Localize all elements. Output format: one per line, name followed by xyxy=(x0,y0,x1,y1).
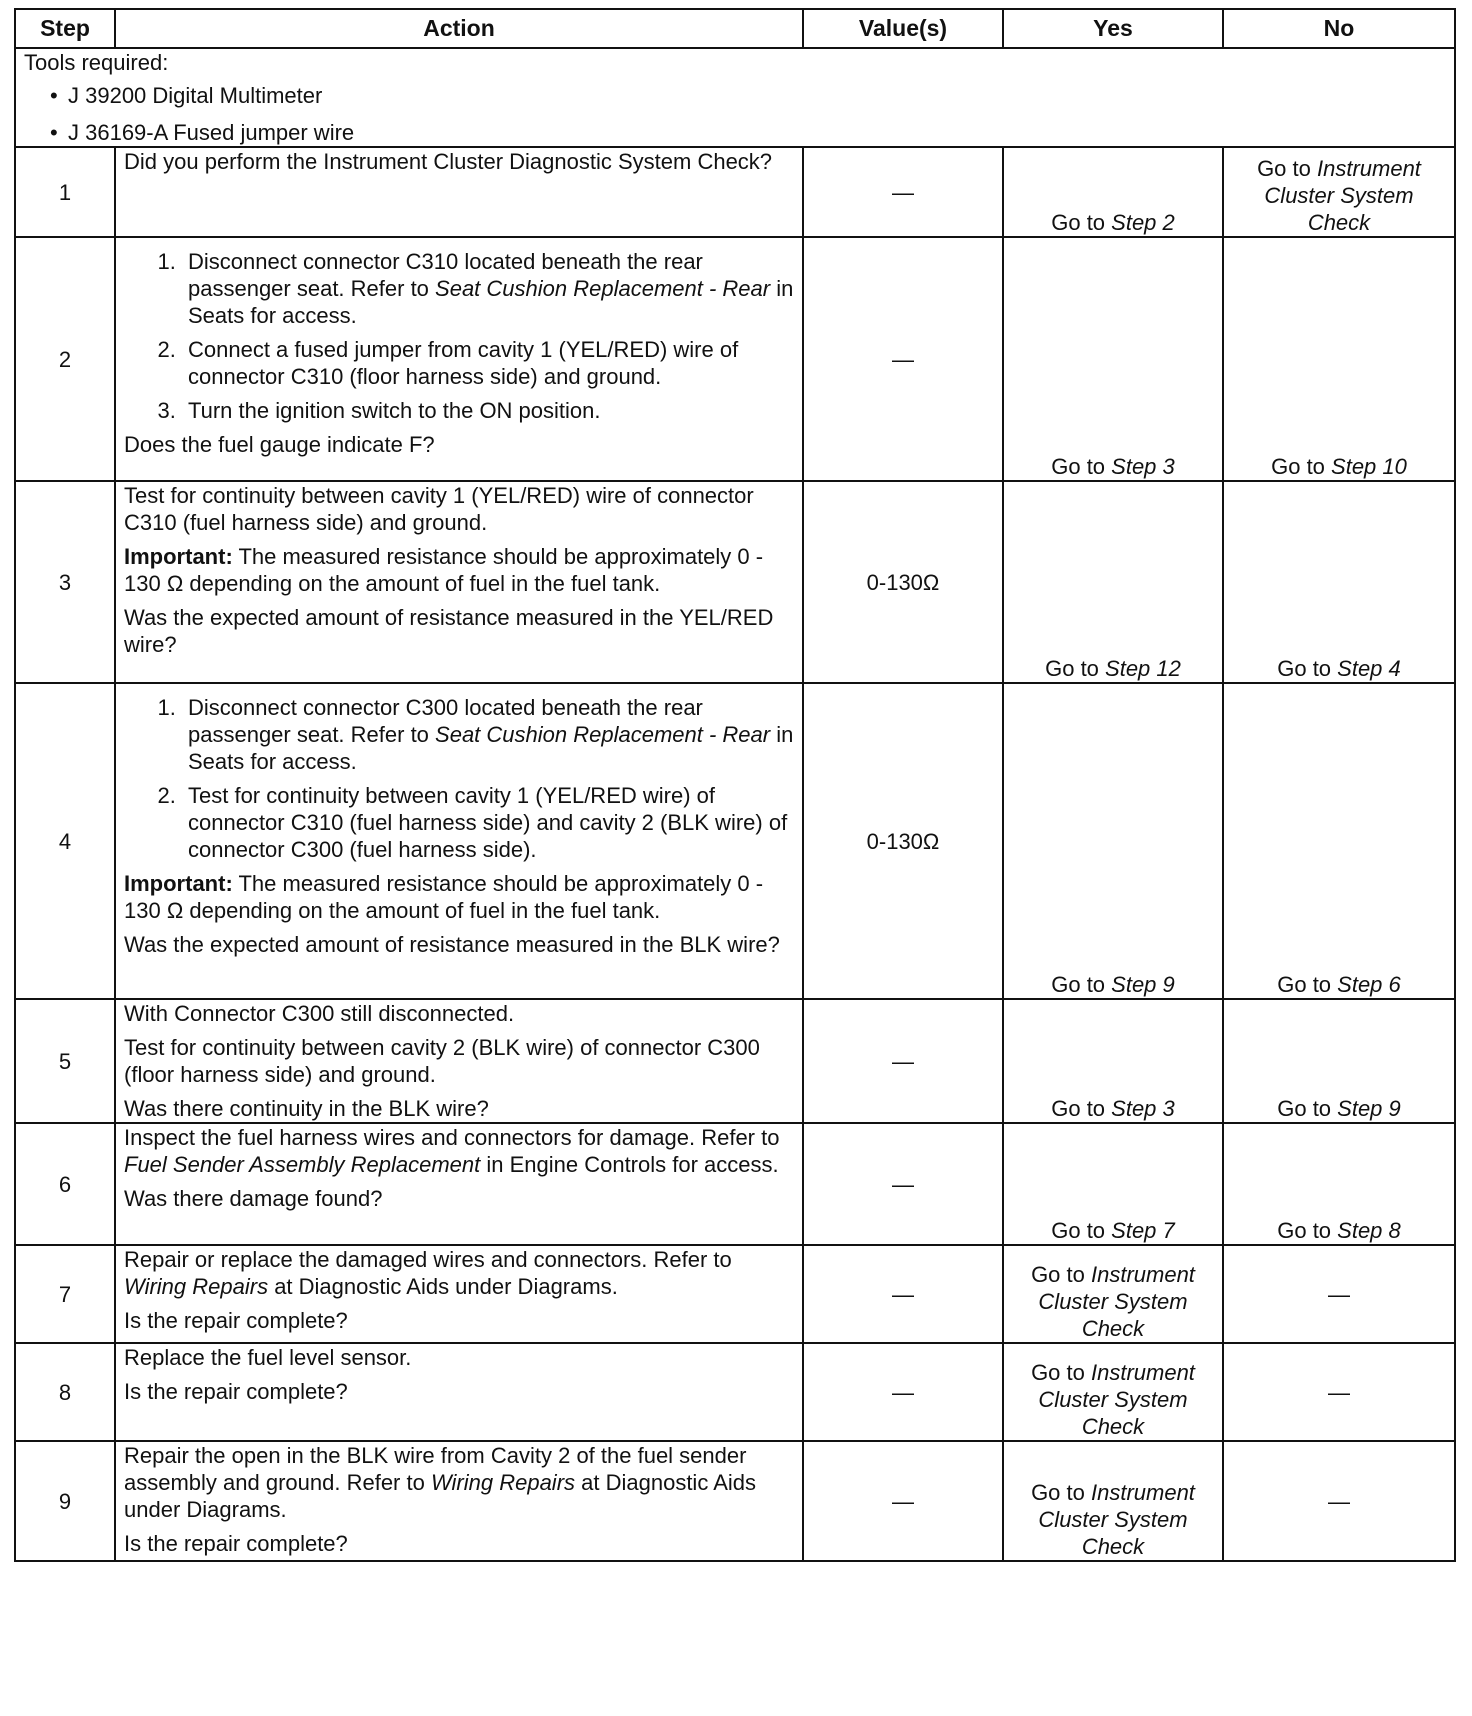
yes-cell xyxy=(1003,1245,1223,1343)
text-run: Go to xyxy=(1277,972,1338,997)
value-cell: — xyxy=(803,999,1003,1123)
action-paragraph: Is the repair complete? xyxy=(124,1379,348,1404)
action-paragraph: Is the repair complete? xyxy=(124,1531,348,1556)
italic-run: Step 3 xyxy=(1111,1096,1175,1121)
action-step-item xyxy=(182,248,794,329)
step-row xyxy=(15,1343,1455,1441)
action-cell xyxy=(115,1245,803,1343)
italic-run: Wiring Repairs xyxy=(124,1274,269,1299)
action-paragraph: With Connector C300 still disconnected. xyxy=(124,1001,515,1026)
header-values: Value(s) xyxy=(803,9,1003,48)
action-paragraph xyxy=(124,1246,794,1300)
no-cell xyxy=(1223,481,1455,683)
action-cell xyxy=(115,1123,803,1245)
action-cell xyxy=(115,481,803,683)
action-paragraph xyxy=(124,1442,794,1523)
step-row xyxy=(15,1245,1455,1343)
yes-cell xyxy=(1003,237,1223,481)
action-step-item xyxy=(182,397,794,424)
text-run: The measured resistance should be approximately 0 - 130 Ω depending on the amount of fuel in the fuel tank. xyxy=(124,544,764,596)
text-run: Go to xyxy=(1277,1218,1338,1243)
tools-list xyxy=(24,82,1446,146)
yes-cell xyxy=(1003,147,1223,237)
italic-run: Seat Cushion Replacement - Rear xyxy=(435,276,771,301)
text-run: Disconnect connector C300 located beneath the rear passenger seat. Refer to xyxy=(188,695,703,747)
text-run: in Seats for access. xyxy=(188,722,794,774)
step-number: 6 xyxy=(15,1123,115,1245)
value-cell: — xyxy=(803,147,1003,237)
text-run: at Diagnostic Aids under Diagrams. xyxy=(124,1470,757,1522)
tools-cell xyxy=(15,48,1455,147)
action-paragraph xyxy=(124,1124,794,1178)
text-run: Go to xyxy=(1031,1360,1091,1385)
text-run: Go to xyxy=(1031,1262,1091,1287)
text-run: in Engine Controls for access. xyxy=(480,1152,779,1177)
italic-run: Step 12 xyxy=(1105,656,1181,681)
italic-run: Fuel Sender Assembly Replacement xyxy=(124,1152,481,1177)
action-cell xyxy=(115,999,803,1123)
action-paragraph xyxy=(124,543,794,597)
action-paragraph: Test for continuity between cavity 2 (BLK wire) of connector C300 (floor harness side) and ground. xyxy=(124,1035,760,1087)
no-cell: — xyxy=(1223,1245,1455,1343)
action-steps-list xyxy=(124,248,794,424)
text-run: Connect a fused jumper from cavity 1 (YEL/RED) wire of connector C310 (floor harness side) and ground. xyxy=(188,337,739,389)
text-run: Go to xyxy=(1277,656,1338,681)
text-run: Go to xyxy=(1051,454,1112,479)
value-cell: 0-130Ω xyxy=(803,683,1003,999)
italic-run: Step 8 xyxy=(1337,1218,1401,1243)
action-step-item xyxy=(182,336,794,390)
header-no: No xyxy=(1223,9,1455,48)
step-row xyxy=(15,237,1455,481)
italic-run: Step 2 xyxy=(1111,210,1175,235)
header-action: Action xyxy=(115,9,803,48)
action-paragraph: Test for continuity between cavity 1 (YEL/RED) wire of connector C310 (fuel harness side) and ground. xyxy=(124,483,754,535)
step-row xyxy=(15,147,1455,237)
header-yes: Yes xyxy=(1003,9,1223,48)
no-cell xyxy=(1223,237,1455,481)
step-row xyxy=(15,683,1455,999)
value-cell: — xyxy=(803,1343,1003,1441)
action-steps-list xyxy=(124,694,794,863)
yes-cell xyxy=(1003,481,1223,683)
action-paragraph: Does the fuel gauge indicate F? xyxy=(124,432,435,457)
value-cell: — xyxy=(803,1123,1003,1245)
action-paragraph: Was the expected amount of resistance measured in the BLK wire? xyxy=(124,932,780,957)
italic-run: Step 4 xyxy=(1337,656,1401,681)
step-number: 3 xyxy=(15,481,115,683)
value-cell: — xyxy=(803,1245,1003,1343)
text-run: Go to xyxy=(1045,656,1106,681)
tools-row xyxy=(15,48,1455,147)
step-row xyxy=(15,1123,1455,1245)
italic-run: Instrument Cluster System Check xyxy=(1038,1360,1195,1439)
text-run: Go to xyxy=(1051,1218,1112,1243)
yes-cell xyxy=(1003,683,1223,999)
diagnostic-table xyxy=(14,8,1456,1562)
text-run: Go to xyxy=(1031,1480,1091,1505)
text-run: at Diagnostic Aids under Diagrams. xyxy=(268,1274,618,1299)
step-number: 7 xyxy=(15,1245,115,1343)
italic-run: Instrument Cluster System Check xyxy=(1264,156,1421,235)
italic-run: Instrument Cluster System Check xyxy=(1038,1480,1195,1559)
tools-label: Tools required: xyxy=(24,50,169,75)
action-paragraph: Was there damage found? xyxy=(124,1186,383,1211)
italic-run: Wiring Repairs xyxy=(430,1470,576,1495)
italic-run: Step 3 xyxy=(1111,454,1175,479)
value-cell: — xyxy=(803,237,1003,481)
action-cell xyxy=(115,1343,803,1441)
text-run: Go to xyxy=(1051,1096,1112,1121)
action-cell xyxy=(115,1441,803,1561)
bold-run: Important: xyxy=(124,544,233,569)
yes-cell xyxy=(1003,999,1223,1123)
text-run: Inspect the fuel harness wires and connectors for damage. Refer to xyxy=(124,1125,780,1150)
table-body xyxy=(15,48,1455,1561)
text-run: Repair or replace the damaged wires and connectors. Refer to xyxy=(124,1247,732,1272)
value-cell: 0-130Ω xyxy=(803,481,1003,683)
no-cell xyxy=(1223,147,1455,237)
text-run: Go to xyxy=(1051,972,1112,997)
step-number: 5 xyxy=(15,999,115,1123)
text-run: Go to xyxy=(1271,454,1332,479)
action-paragraph: Did you perform the Instrument Cluster Diagnostic System Check? xyxy=(124,149,773,174)
step-row xyxy=(15,481,1455,683)
no-cell: — xyxy=(1223,1441,1455,1561)
action-paragraph: Was there continuity in the BLK wire? xyxy=(124,1096,489,1121)
step-number: 4 xyxy=(15,683,115,999)
step-number: 8 xyxy=(15,1343,115,1441)
no-cell: — xyxy=(1223,1343,1455,1441)
italic-run: Step 6 xyxy=(1337,972,1401,997)
italic-run: Step 9 xyxy=(1111,972,1175,997)
step-number: 2 xyxy=(15,237,115,481)
action-paragraph: Was the expected amount of resistance measured in the YEL/RED wire? xyxy=(124,605,774,657)
italic-run: Instrument Cluster System Check xyxy=(1038,1262,1195,1341)
text-run: Go to xyxy=(1257,156,1317,181)
italic-run: Seat Cushion Replacement - Rear xyxy=(435,722,771,747)
action-paragraph xyxy=(124,870,794,924)
text-run: in Seats for access. xyxy=(188,276,794,328)
action-cell xyxy=(115,683,803,999)
italic-run: Step 10 xyxy=(1331,454,1407,479)
tool-item: • J 39200 Digital Multimeter xyxy=(50,82,1446,109)
action-cell xyxy=(115,147,803,237)
text-run: Go to xyxy=(1277,1096,1338,1121)
header-row xyxy=(15,9,1455,48)
text-run: Repair the open in the BLK wire from Cavity 2 of the fuel sender assembly and ground. Refer to xyxy=(124,1443,747,1495)
action-paragraph: Replace the fuel level sensor. xyxy=(124,1345,412,1370)
step-number: 1 xyxy=(15,147,115,237)
step-row xyxy=(15,999,1455,1123)
no-cell xyxy=(1223,683,1455,999)
action-cell xyxy=(115,237,803,481)
action-paragraph: Is the repair complete? xyxy=(124,1308,348,1333)
text-run: The measured resistance should be approximately 0 - 130 Ω depending on the amount of fuel in the fuel tank. xyxy=(124,871,764,923)
action-step-item xyxy=(182,694,794,775)
italic-run: Step 7 xyxy=(1111,1218,1175,1243)
text-run: Turn the ignition switch to the ON position. xyxy=(188,398,601,423)
yes-cell xyxy=(1003,1123,1223,1245)
text-run: Go to xyxy=(1051,210,1112,235)
bold-run: Important: xyxy=(124,871,233,896)
action-step-item xyxy=(182,782,794,863)
yes-cell xyxy=(1003,1441,1223,1561)
tool-item: • J 36169-A Fused jumper wire xyxy=(50,119,1446,146)
value-cell: — xyxy=(803,1441,1003,1561)
text-run: Test for continuity between cavity 1 (YEL/RED wire) of connector C310 (fuel harness side) and cavity 2 (BLK wire) of connector C300 (fuel harness side). xyxy=(188,783,788,862)
no-cell xyxy=(1223,1123,1455,1245)
step-number: 9 xyxy=(15,1441,115,1561)
text-run: Disconnect connector C310 located beneath the rear passenger seat. Refer to xyxy=(188,249,703,301)
step-row xyxy=(15,1441,1455,1561)
yes-cell xyxy=(1003,1343,1223,1441)
no-cell xyxy=(1223,999,1455,1123)
header-step: Step xyxy=(15,9,115,48)
italic-run: Step 9 xyxy=(1337,1096,1401,1121)
